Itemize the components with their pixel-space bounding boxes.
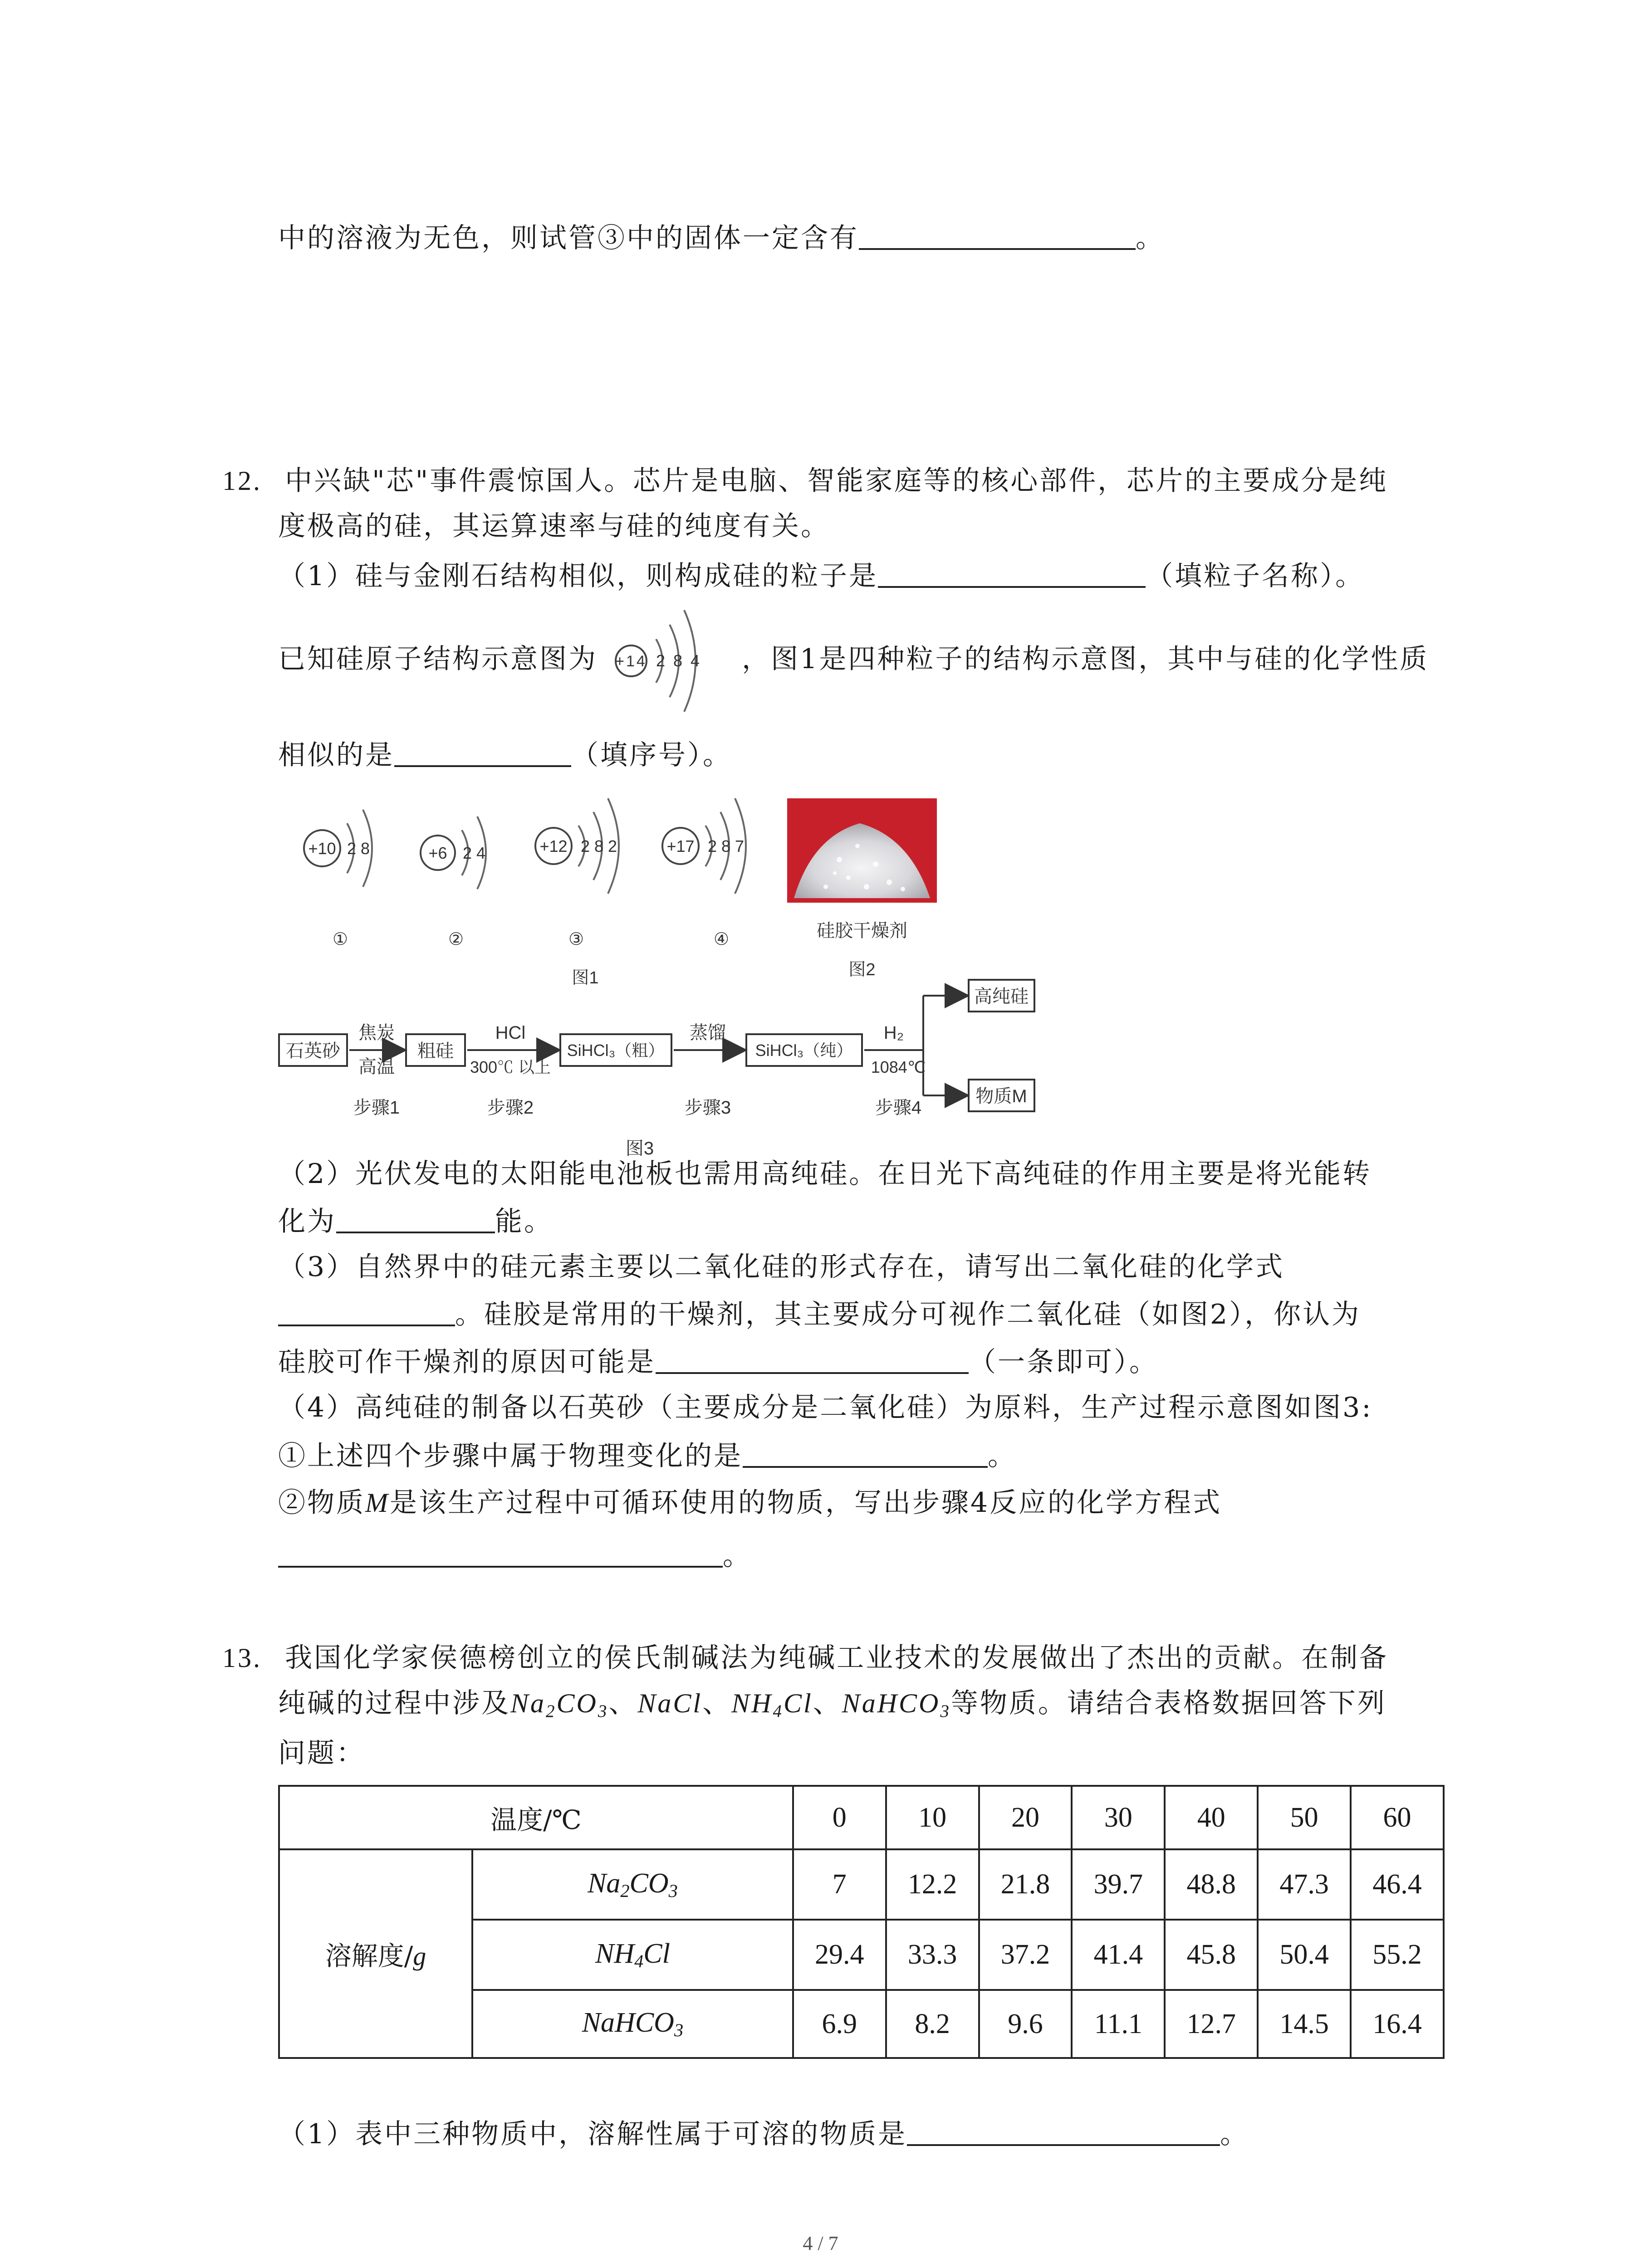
- q12-part3-line3: 硅胶可作干燥剂的原因可能是 （一条即可）。: [278, 1344, 1158, 1380]
- table-cell: 20: [979, 1786, 1072, 1849]
- figure-2-label: 硅胶干燥剂: [817, 921, 907, 941]
- svg-text:1084℃: 1084℃: [871, 1058, 926, 1076]
- page-number: 4 / 7: [803, 2232, 838, 2254]
- particle-3-diagram: [535, 798, 619, 949]
- table-cell: 16.4: [1351, 1990, 1444, 2058]
- svg-text:SiHCl₃（纯）: SiHCl₃（纯）: [755, 1041, 853, 1060]
- temperature-header: 温度/℃: [279, 1786, 793, 1849]
- formula-nahco3: NaHCO$_3$: [842, 1688, 951, 1721]
- svg-text:+17: +17: [666, 837, 695, 855]
- table-cell: 33.3: [886, 1920, 979, 1990]
- answer-blank[interactable]: [336, 1204, 495, 1233]
- question-number: 12.: [222, 466, 262, 496]
- svg-text:2 8 7: 2 8 7: [707, 837, 745, 855]
- table-header-row: [279, 1786, 1444, 1849]
- svg-text:蒸馏: 蒸馏: [690, 1023, 726, 1043]
- row-label-na2co3: $Na_2CO_3$: [472, 1849, 793, 1920]
- svg-text:②: ②: [448, 930, 464, 949]
- q12-part4-line4: 。: [278, 1538, 752, 1574]
- particle-4-diagram: [662, 798, 746, 949]
- table-cell: 0: [793, 1786, 886, 1849]
- table-cell: 12.7: [1165, 1990, 1258, 2058]
- svg-text:HCl: HCl: [495, 1023, 526, 1043]
- table-cell: 39.7: [1072, 1849, 1165, 1920]
- table-cell: 45.8: [1165, 1920, 1258, 1990]
- table-cell: 50: [1258, 1786, 1351, 1849]
- table-cell: 46.4: [1351, 1849, 1444, 1920]
- q12-part4-line3: ②物质M是该生产过程中可循环使用的物质，写出步骤4反应的化学方程式: [278, 1487, 1222, 1519]
- table-cell: 37.2: [979, 1920, 1072, 1990]
- svg-text:300℃ 以上: 300℃ 以上: [470, 1058, 551, 1076]
- table-cell: 41.4: [1072, 1920, 1165, 1990]
- table-cell: 21.8: [979, 1849, 1072, 1920]
- svg-text:SiHCl₃（粗）: SiHCl₃（粗）: [567, 1041, 665, 1060]
- table-cell: 8.2: [886, 1990, 979, 2058]
- svg-text:+6: +6: [428, 844, 447, 862]
- table-cell: 9.6: [979, 1990, 1072, 2058]
- answer-blank[interactable]: [878, 559, 1146, 588]
- question-13-line1: 13. 我国化学家侯德榜创立的侯氏制碱法为纯碱工业技术的发展做出了杰出的贡献。在制备: [222, 1642, 1389, 1674]
- answer-blank[interactable]: [394, 738, 571, 767]
- svg-text:+10: +10: [308, 839, 336, 858]
- table-cell: 47.3: [1258, 1849, 1351, 1920]
- particle-1-diagram: [304, 810, 372, 949]
- answer-blank[interactable]: [656, 1345, 969, 1374]
- answer-blank[interactable]: [907, 2117, 1220, 2146]
- svg-text:高温: 高温: [358, 1057, 395, 1077]
- row-label-nh4cl: $NH_4Cl$: [472, 1920, 793, 1990]
- q12-part3-line2: 。硅胶是常用的干燥剂，其主要成分可视作二氧化硅（如图2），你认为: [278, 1296, 1361, 1333]
- svg-text:粗硅: 粗硅: [417, 1041, 454, 1061]
- svg-text:步骤3: 步骤3: [684, 1098, 731, 1118]
- q12-part2-line1: （2）光伏发电的太阳能电池板也需用高纯硅。在日光下高纯硅的作用主要是将光能转: [278, 1158, 1372, 1190]
- formula-na2co3: $Na_2CO_3$: [510, 1688, 609, 1721]
- svg-text:步骤2: 步骤2: [487, 1098, 534, 1118]
- svg-text:+14: +14: [615, 653, 647, 670]
- svg-text:①: ①: [332, 930, 348, 949]
- solubility-header: 溶解度/g: [279, 1849, 472, 2058]
- question-12-line2: 度极高的硅，其运算速率与硅的纯度有关。: [278, 510, 830, 542]
- figure-3-process-flow: [277, 962, 1057, 1161]
- q12-part4-line2: ①上述四个步骤中属于物理变化的是 。: [278, 1438, 1017, 1474]
- q12-si-structure-line: 已知硅原子结构示意图为 +14 2 8 4 ，图1是四种粒子的结构示意图，其中与硅的化学性质: [278, 641, 1429, 679]
- figure-1-caption: 图1: [572, 968, 599, 987]
- svg-text:2 8 4: 2 8 4: [656, 651, 702, 670]
- svg-text:H₂: H₂: [883, 1023, 904, 1043]
- svg-text:高纯硅: 高纯硅: [974, 987, 1029, 1007]
- svg-text:+12: +12: [539, 837, 568, 855]
- particle-2-diagram: [421, 816, 486, 949]
- table-cell: 12.2: [886, 1849, 979, 1920]
- silicon-atom-structure-diagram: [611, 597, 729, 724]
- table-cell: 7: [793, 1849, 886, 1920]
- table-cell: 29.4: [793, 1920, 886, 1990]
- svg-text:③: ③: [568, 930, 584, 949]
- question-12-line1: 12. 中兴缺"芯"事件震惊国人。芯片是电脑、智能家庭等的核心部件，芯片的主要成分是纯: [222, 465, 1388, 497]
- answer-blank[interactable]: [859, 221, 1136, 250]
- table-cell: 6.9: [793, 1990, 886, 2058]
- svg-text:2 8: 2 8: [347, 839, 370, 858]
- q12-part1-similar-line: 相似的是 （填序号）。: [278, 737, 732, 773]
- svg-text:2 8 2: 2 8 2: [580, 837, 617, 855]
- formula-nh4cl: $NH_4Cl$: [731, 1688, 813, 1721]
- table-cell: 10: [886, 1786, 979, 1849]
- row-label-nahco3: NaHCO$_3$: [472, 1990, 793, 2058]
- formula-nacl: NaCl: [637, 1688, 703, 1718]
- question-number: 13.: [222, 1643, 262, 1673]
- question-13-line2: 纯碱的过程中涉及$Na_2CO_3$、NaCl、$NH_4Cl$、NaHCO$_3$等物质。请结合表格数据回答下列: [278, 1687, 1386, 1721]
- table-cell: 60: [1351, 1786, 1444, 1849]
- table-cell: 11.1: [1072, 1990, 1165, 2058]
- answer-blank[interactable]: [743, 1439, 988, 1468]
- table-cell: 14.5: [1258, 1990, 1351, 2058]
- q12-part4-line1: （4）高纯硅的制备以石英砂（主要成分是二氧化硅）为原料，生产过程示意图如图3:: [278, 1392, 1373, 1423]
- figure-2-silica-gel-image: [785, 796, 939, 987]
- table-row: [279, 1849, 1444, 1920]
- svg-text:图3: 图3: [625, 1139, 654, 1158]
- question-13-line3: 问题：: [278, 1737, 365, 1769]
- svg-text:焦炭: 焦炭: [358, 1023, 395, 1043]
- q12-part1-line: （1）硅与金刚石结构相似，则构成硅的粒子是 （填粒子名称）。: [278, 558, 1364, 594]
- svg-text:物质M: 物质M: [975, 1086, 1027, 1106]
- table-cell: 55.2: [1351, 1920, 1444, 1990]
- svg-text:④: ④: [713, 930, 730, 949]
- svg-text:步骤1: 步骤1: [353, 1098, 400, 1118]
- svg-text:石英砂: 石英砂: [286, 1041, 340, 1061]
- answer-blank[interactable]: [278, 1297, 455, 1326]
- table-cell: 40: [1165, 1786, 1258, 1849]
- solubility-table: [278, 1785, 1445, 2059]
- answer-blank[interactable]: [278, 1539, 723, 1568]
- q13-part1-line: （1）表中三种物质中，溶解性属于可溶的物质是 。: [278, 2116, 1249, 2152]
- q11-tail-line: 中的溶液为无色，则试管③中的固体一定含有 。: [278, 220, 1165, 256]
- svg-text:2 4: 2 4: [462, 844, 486, 862]
- table-cell: 50.4: [1258, 1920, 1351, 1990]
- figure-2-caption: 图2: [848, 960, 876, 979]
- table-cell: 30: [1072, 1786, 1165, 1849]
- q12-part3-line1: （3）自然界中的硅元素主要以二氧化硅的形式存在，请写出二氧化硅的化学式: [278, 1251, 1285, 1283]
- svg-text:步骤4: 步骤4: [875, 1098, 922, 1118]
- table-cell: 48.8: [1165, 1849, 1258, 1920]
- q12-part2-line2: 化为 能。: [278, 1203, 553, 1240]
